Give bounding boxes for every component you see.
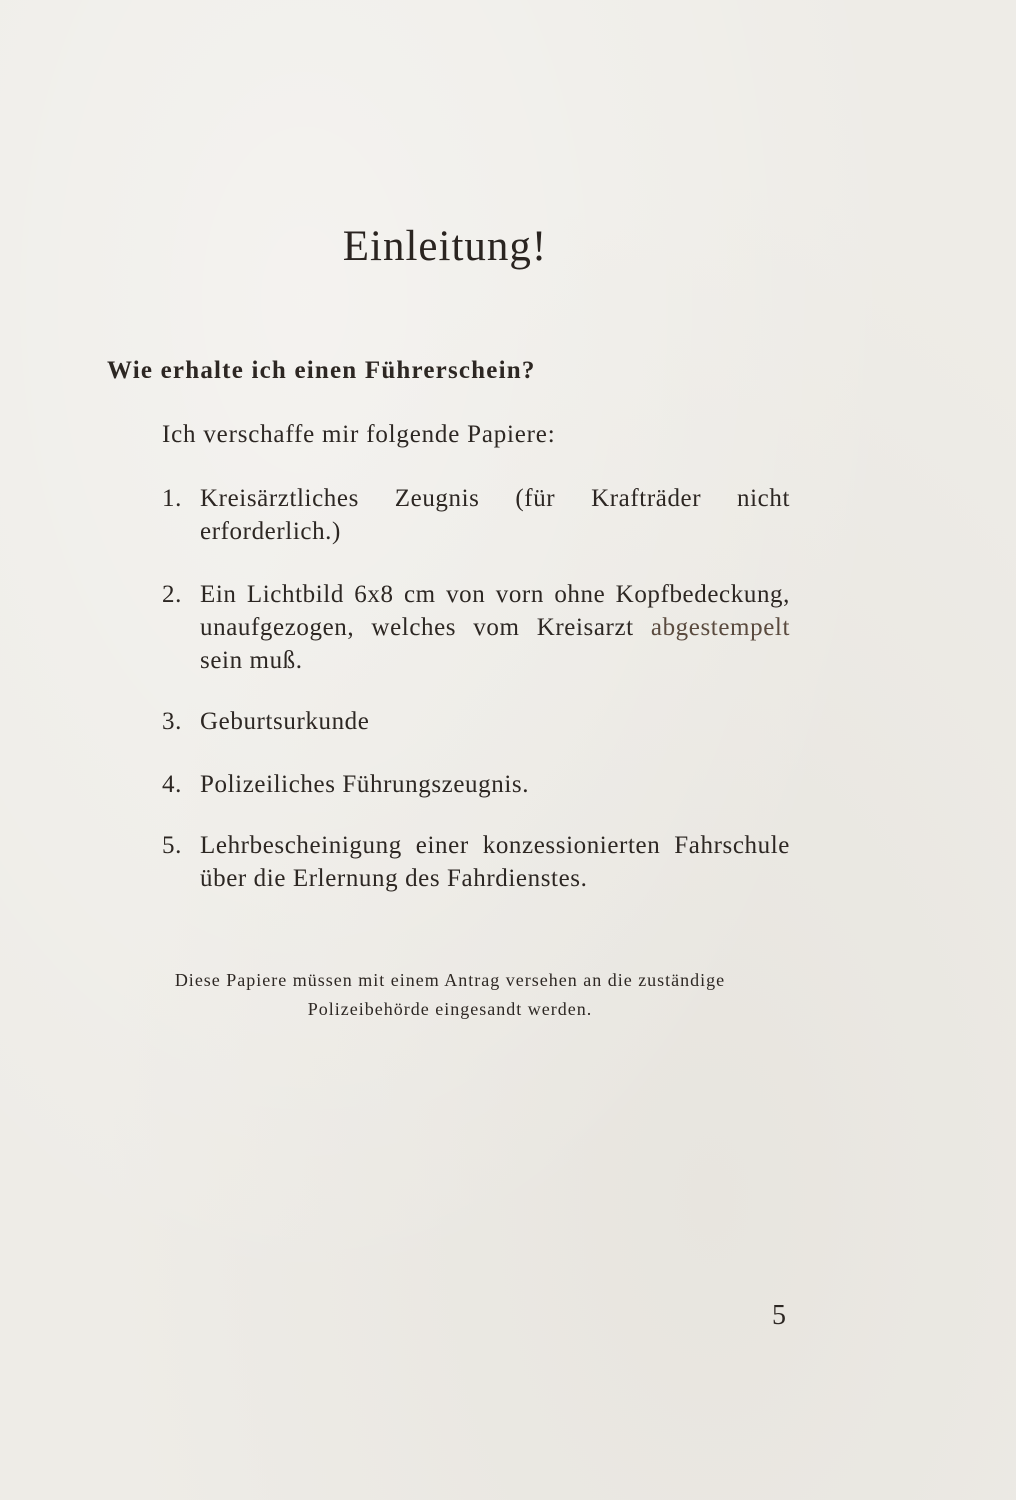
list-item-text-highlight: abgestempelt [650, 614, 790, 641]
list-item [162, 705, 790, 738]
list-item [162, 829, 790, 895]
list-item-number: 4. [162, 771, 182, 798]
footer-note-line: Polizeibehörde eingesandt werden. [307, 999, 593, 1019]
list-item-text: Kreisärztliches Zeugnis (für Krafträder nicht erforderlich.) [200, 485, 790, 545]
list-item-text: Lehrbescheinigung einer konzessionierten Fahrschule über die Erlernung des Fahrdienstes. [200, 832, 790, 892]
list-item-text: Ein Lichtbild 6x8 cm von vorn ohne Kopfbedeckung, unaufgezogen, welches vom Kreisarzt [200, 581, 790, 641]
footer-note [107, 966, 793, 1024]
list-item-text: Polizeiliches Führungszeugnis. [200, 771, 530, 798]
list-item [162, 482, 790, 548]
list-item-text: sein muß. [200, 647, 303, 674]
intro-text: Ich verschaffe mir folgende Papiere: [162, 421, 556, 448]
list-item-number: 3. [162, 708, 182, 735]
page-number: 5 [772, 1300, 786, 1331]
section-heading: Wie erhalte ich einen Führerschein? [107, 357, 536, 384]
page-title: Einleitung! [342, 223, 548, 270]
list-item [162, 768, 790, 801]
list-item-number: 1. [162, 485, 182, 512]
list-item [162, 578, 790, 677]
footer-note-line: Diese Papiere müssen mit einem Antrag versehen an die zuständige [174, 970, 726, 990]
requirements-list [162, 482, 790, 895]
list-item-number: 2. [162, 581, 182, 608]
list-item-text: Geburtsurkunde [200, 708, 370, 735]
list-item-number: 5. [162, 832, 182, 859]
